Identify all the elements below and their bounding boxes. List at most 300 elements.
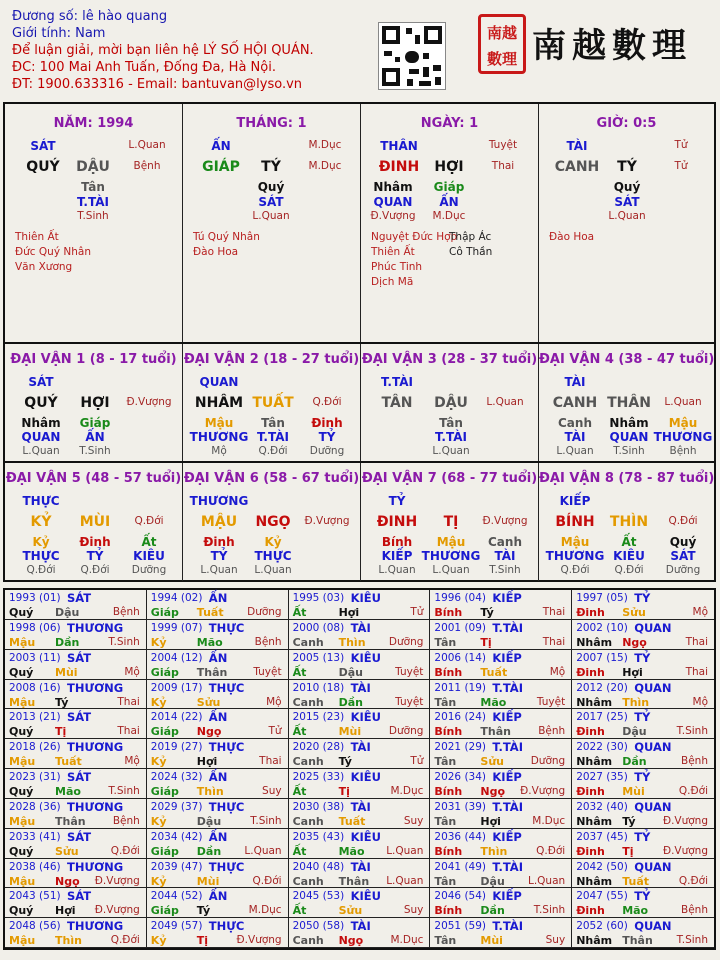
hidden-life-stage: Mộ bbox=[211, 445, 227, 457]
year-stem: Nhâm bbox=[576, 934, 613, 948]
year-label: 2043 (51) bbox=[9, 890, 61, 903]
year-cell bbox=[147, 680, 289, 710]
life-stage: Tử bbox=[410, 755, 424, 768]
life-stage: L.Quan bbox=[386, 874, 424, 887]
life-stage: L.Quan bbox=[386, 844, 424, 857]
year-branch: Tý bbox=[622, 814, 636, 828]
year-cell bbox=[5, 709, 147, 739]
year-label: 2007 (15) bbox=[576, 651, 628, 664]
year-branch: Thân bbox=[480, 725, 511, 739]
star-item: Văn Xương bbox=[15, 261, 73, 273]
pillar-title: NGÀY: 1 bbox=[420, 116, 479, 131]
hidden-life-stage: Dưỡng bbox=[309, 445, 345, 457]
year-branch: Mão bbox=[55, 785, 81, 798]
hidden-god: TÀI bbox=[564, 430, 586, 444]
year-label: 2040 (48) bbox=[292, 860, 345, 873]
year-branch: Dần bbox=[196, 844, 222, 858]
earthly-branch: DẬU bbox=[76, 159, 110, 175]
year-branch: Mùi bbox=[55, 665, 78, 679]
ten-god-label: QUAN bbox=[199, 375, 239, 389]
hidden-life-stage: Dưỡng bbox=[665, 564, 701, 576]
life-stage: Q.Đới bbox=[312, 396, 342, 408]
pillar-3 bbox=[539, 104, 714, 342]
earthly-branch: HỢI bbox=[80, 395, 110, 411]
hidden-life-stage: Q.Đới bbox=[614, 564, 644, 576]
year-stem: Ất bbox=[292, 665, 307, 679]
year-label: 2002 (10) bbox=[576, 621, 628, 634]
year-cell bbox=[430, 620, 572, 650]
life-stage: Tử bbox=[268, 725, 282, 738]
heavenly-stem: CANH bbox=[554, 159, 600, 175]
year-cell bbox=[430, 859, 572, 889]
hidden-god: THƯƠNG bbox=[189, 430, 249, 444]
year-label: 2010 (18) bbox=[292, 681, 345, 694]
ten-god-label: T.TÀI bbox=[492, 680, 523, 695]
life-stage: T.Sinh bbox=[250, 814, 282, 827]
year-label: 2003 (11) bbox=[9, 651, 61, 664]
hidden-god: THƯƠNG bbox=[545, 549, 605, 563]
chart-main bbox=[3, 102, 716, 582]
hidden-stem: Quý bbox=[257, 180, 285, 194]
year-label: 1998 (06) bbox=[9, 621, 61, 634]
dai-van-7 bbox=[361, 463, 539, 581]
star-item: Đức Quý Nhân bbox=[15, 246, 91, 258]
gender-value: Nam bbox=[75, 26, 106, 41]
year-stem: Giáp bbox=[150, 844, 179, 858]
year-branch: Ngọ bbox=[338, 934, 364, 948]
phone-email-line: ĐT: 1900.633316 - Email: bantuvan@lyso.vn bbox=[12, 77, 303, 92]
life-stage: Tử bbox=[410, 606, 424, 618]
year-branch: Mùi bbox=[196, 874, 220, 888]
year-stem: Đinh bbox=[576, 904, 605, 918]
year-label: 2045 (53) bbox=[292, 890, 345, 903]
year-label: 2012 (20) bbox=[576, 681, 628, 694]
year-stem: Mậu bbox=[9, 874, 36, 888]
owner-name: lê hào quang bbox=[82, 9, 168, 24]
ten-god-label: QUAN bbox=[634, 799, 672, 814]
life-stage: Mộ bbox=[549, 665, 566, 678]
earthly-branch: THÂN bbox=[607, 395, 651, 411]
year-branch: Sửu bbox=[338, 904, 363, 918]
life-stage: L.Quan bbox=[486, 396, 524, 408]
hidden-god: T.TÀI bbox=[257, 430, 289, 444]
life-stage: Thai bbox=[117, 695, 140, 708]
year-branch: Hợi bbox=[55, 904, 76, 918]
dai-van-title: ĐẠI VẬN 3 (28 - 37 tuổi) bbox=[361, 352, 538, 367]
year-stem: Kỷ bbox=[150, 874, 167, 888]
ten-god-label: TÀI bbox=[350, 680, 371, 695]
seal-stamp bbox=[478, 14, 526, 74]
year-cell bbox=[147, 918, 289, 948]
ten-god-label: THƯƠNG bbox=[67, 859, 124, 874]
ten-god-label: SÁT bbox=[67, 710, 92, 725]
ten-god-label: THƯƠNG bbox=[67, 620, 124, 635]
year-cell bbox=[5, 799, 147, 829]
year-label: 1995 (03) bbox=[292, 592, 345, 604]
earthly-branch: TÝ bbox=[261, 159, 281, 175]
gender-label: Giới tính: bbox=[12, 26, 71, 41]
year-stem: Đinh bbox=[576, 606, 605, 619]
year-stem: Bính bbox=[434, 606, 463, 619]
earthly-branch: THÌN bbox=[609, 514, 649, 530]
life-stage: T.Sinh bbox=[108, 785, 140, 797]
year-branch: Ngọ bbox=[196, 725, 222, 739]
ten-god-label: KIÊU bbox=[350, 710, 381, 725]
year-cell bbox=[572, 799, 714, 829]
life-stage: Q.Đới bbox=[668, 515, 698, 527]
ten-god-label: T.TÀI bbox=[492, 799, 523, 814]
year-cell bbox=[289, 650, 431, 680]
year-branch: Mão bbox=[196, 635, 223, 649]
year-cell bbox=[5, 620, 147, 650]
ten-god-label: TÀI bbox=[350, 799, 371, 814]
life-stage: Q.Đới bbox=[536, 844, 566, 857]
ten-god-label: THỰC bbox=[208, 680, 245, 695]
life-stage: Suy bbox=[403, 904, 424, 917]
ten-god-label: KIÊU bbox=[350, 829, 381, 844]
header-info bbox=[12, 8, 314, 93]
life-stage: Bệnh bbox=[112, 814, 140, 827]
year-cell bbox=[572, 709, 714, 739]
year-stem: Bính bbox=[434, 725, 463, 739]
year-label: 2036 (44) bbox=[434, 830, 487, 843]
hidden-stem: Canh bbox=[488, 535, 522, 549]
pillar-title: GIỜ: 0:5 bbox=[596, 116, 657, 131]
year-branch: Mùi bbox=[338, 725, 362, 739]
earthly-branch: MÙI bbox=[79, 514, 111, 530]
year-stem: Mậu bbox=[9, 814, 36, 828]
year-label: 1997 (05) bbox=[576, 592, 628, 604]
life-stage: Mộ bbox=[124, 755, 140, 768]
ten-god-label: QUAN bbox=[634, 680, 672, 695]
pillar-title: THÁNG: 1 bbox=[236, 116, 307, 131]
year-cell bbox=[572, 680, 714, 710]
year-cell bbox=[572, 739, 714, 769]
earthly-branch: NGỌ bbox=[255, 514, 291, 530]
year-stem: Canh bbox=[292, 635, 324, 649]
hidden-stem: Giáp bbox=[79, 416, 111, 430]
year-cell bbox=[147, 769, 289, 799]
year-cell bbox=[147, 859, 289, 889]
life-stage: T.Sinh bbox=[108, 635, 140, 648]
life-stage: Bệnh bbox=[681, 755, 708, 768]
year-stem: Ất bbox=[292, 606, 307, 619]
hidden-life-stage: L.Quan bbox=[200, 564, 238, 576]
star-item: Nguyệt Đức Hợp bbox=[371, 231, 458, 243]
year-branch: Hợi bbox=[622, 665, 643, 679]
year-label: 2047 (55) bbox=[576, 890, 628, 903]
year-label: 2000 (08) bbox=[292, 621, 345, 634]
year-branch: Dần bbox=[55, 635, 80, 649]
year-branch: Tý bbox=[338, 755, 352, 769]
hidden-life-stage: T.Sinh bbox=[613, 445, 645, 457]
year-label: 2008 (16) bbox=[9, 681, 61, 694]
address-line: ĐC: 100 Mai Anh Tuấn, Đống Đa, Hà Nội. bbox=[12, 60, 276, 75]
year-cell bbox=[147, 888, 289, 918]
dai-van-8 bbox=[539, 463, 714, 581]
life-stage: Tử bbox=[674, 139, 688, 151]
hidden-stem: Ất bbox=[141, 535, 157, 549]
life-stage: Đ.Vượng bbox=[236, 934, 282, 947]
year-stem: Tân bbox=[434, 695, 457, 709]
year-label: 2005 (13) bbox=[292, 651, 345, 664]
year-cell bbox=[572, 859, 714, 889]
ten-god-label: KIẾP bbox=[492, 591, 522, 605]
year-branch: Dần bbox=[622, 755, 647, 769]
ten-god-label: TỶ bbox=[634, 829, 651, 844]
life-stage: Thai bbox=[259, 755, 282, 768]
life-stage: Tuyệt bbox=[395, 665, 424, 678]
hidden-life-stage: L.Quan bbox=[608, 210, 646, 222]
hidden-god: KIÊU bbox=[133, 549, 165, 563]
year-cell bbox=[572, 590, 714, 620]
life-stage: Thai bbox=[542, 606, 566, 618]
life-stage: Mộ bbox=[692, 606, 708, 618]
year-stem: Quý bbox=[9, 904, 34, 918]
ten-god-label: QUAN bbox=[634, 620, 672, 635]
year-stem: Canh bbox=[292, 695, 324, 709]
year-branch: Dậu bbox=[480, 874, 505, 888]
year-stem: Tân bbox=[434, 635, 457, 649]
life-stage: Đ.Vượng bbox=[662, 814, 708, 827]
auspicious-stars bbox=[371, 230, 457, 290]
heavenly-stem: ĐINH bbox=[376, 514, 418, 530]
life-stage: Suy bbox=[262, 785, 282, 797]
life-stage: Mộ bbox=[692, 695, 708, 708]
year-cell bbox=[147, 829, 289, 859]
dai-van-3 bbox=[361, 344, 539, 461]
year-stem: Canh bbox=[292, 874, 324, 888]
heavenly-stem: NHÂM bbox=[194, 395, 244, 411]
ten-god-label: KIÊU bbox=[350, 889, 381, 904]
year-label: 2048 (56) bbox=[9, 920, 61, 933]
life-stage: Đ.Vượng bbox=[520, 785, 566, 797]
hidden-god: KIÊU bbox=[613, 549, 645, 563]
ten-god-label: TÀI bbox=[350, 919, 371, 934]
hidden-life-stage: Q.Đới bbox=[258, 445, 288, 457]
year-branch: Mùi bbox=[480, 934, 503, 948]
year-label: 2021 (29) bbox=[434, 741, 487, 754]
year-branch: Tuất bbox=[622, 874, 649, 888]
ten-god-label: SÁT bbox=[67, 770, 92, 784]
year-stem: Giáp bbox=[150, 606, 179, 619]
year-branch: Tuất bbox=[55, 755, 82, 769]
year-branch: Dần bbox=[338, 695, 363, 709]
hidden-god: TỶ bbox=[210, 549, 228, 563]
year-label: 2014 (22) bbox=[150, 711, 203, 724]
life-stage: Dưỡng bbox=[530, 755, 566, 768]
ten-god-label: TỶ bbox=[634, 650, 651, 665]
life-stage: Đ.Vượng bbox=[126, 396, 172, 408]
year-label: 2015 (23) bbox=[292, 711, 345, 724]
year-stem: Quý bbox=[9, 785, 34, 798]
ten-god-label: QUAN bbox=[634, 740, 672, 755]
ten-god-label: ẤN bbox=[208, 591, 228, 605]
star-item: Cô Thần bbox=[449, 246, 493, 258]
hidden-god: THƯƠNG bbox=[421, 549, 481, 563]
ten-god-label: T.TÀI bbox=[492, 919, 523, 934]
year-label: 2046 (54) bbox=[434, 890, 487, 903]
year-stem: Tân bbox=[434, 755, 457, 769]
year-cell bbox=[147, 709, 289, 739]
year-stem: Kỷ bbox=[150, 695, 167, 709]
star-item: Thập Ác bbox=[449, 231, 492, 243]
hidden-stem: Ất bbox=[621, 535, 637, 549]
year-label: 2026 (34) bbox=[434, 771, 487, 783]
star-item: Tú Quý Nhân bbox=[193, 231, 260, 243]
hidden-life-stage: L.Quan bbox=[432, 445, 470, 457]
hidden-life-stage: L.Quan bbox=[432, 564, 470, 576]
hidden-stem: Kỷ bbox=[32, 535, 50, 549]
ten-god-label: TỶ bbox=[634, 770, 651, 784]
hidden-stem: Tân bbox=[261, 416, 285, 430]
ten-god-label: TỶ bbox=[634, 889, 651, 904]
ten-god-label: THƯƠNG bbox=[189, 494, 249, 508]
year-stem: Nhâm bbox=[576, 874, 613, 888]
hidden-god: SÁT bbox=[614, 195, 640, 209]
year-stem: Nhâm bbox=[576, 635, 613, 649]
ten-god-label: KIẾP bbox=[492, 650, 522, 665]
life-stage: Đ.Vượng bbox=[94, 874, 140, 887]
year-label: 2023 (31) bbox=[9, 771, 61, 783]
ten-god-label: T.TÀI bbox=[492, 740, 523, 755]
year-label: 2037 (45) bbox=[576, 830, 628, 843]
year-branch: Tị bbox=[196, 934, 209, 948]
hidden-stem: Giáp bbox=[433, 180, 465, 194]
earthly-branch: TÝ bbox=[617, 159, 637, 175]
year-cell bbox=[147, 620, 289, 650]
year-cell bbox=[430, 918, 572, 948]
year-label: 2025 (33) bbox=[292, 771, 345, 783]
branch-life-stage: Bệnh bbox=[133, 160, 161, 172]
year-stem: Canh bbox=[292, 755, 324, 769]
life-stage: Dưỡng bbox=[388, 725, 424, 738]
ten-god-label: THỰC bbox=[208, 919, 245, 934]
year-label: 2035 (43) bbox=[292, 830, 345, 843]
year-label: 2018 (26) bbox=[9, 741, 61, 754]
dai-van-4 bbox=[539, 344, 714, 461]
year-label: 2050 (58) bbox=[292, 920, 345, 933]
dai-van-row bbox=[5, 342, 714, 461]
year-cell bbox=[5, 650, 147, 680]
pillar-2 bbox=[361, 104, 539, 342]
year-branch: Dần bbox=[480, 904, 505, 918]
auspicious-stars bbox=[193, 230, 260, 260]
qr-code-icon bbox=[378, 22, 446, 90]
auspicious-stars bbox=[15, 230, 91, 275]
year-branch: Hợi bbox=[480, 814, 501, 828]
life-stage: M.Dục bbox=[248, 904, 282, 917]
branch-life-stage: M.Dục bbox=[308, 160, 342, 172]
year-stem: Đinh bbox=[576, 725, 605, 739]
life-stage: Bệnh bbox=[112, 606, 140, 618]
hidden-god: TÀI bbox=[494, 549, 516, 563]
life-stage: Tuyệt bbox=[488, 139, 518, 151]
life-stage: Đ.Vượng bbox=[304, 515, 350, 527]
year-cell bbox=[430, 590, 572, 620]
hidden-god: THỰC bbox=[22, 549, 60, 563]
ten-god-label: SÁT bbox=[67, 889, 92, 904]
year-branch: Tý bbox=[480, 606, 494, 619]
ten-god-label: KIÊU bbox=[350, 770, 381, 784]
life-stage: T.Sinh bbox=[533, 904, 566, 917]
pillar-0 bbox=[5, 104, 183, 342]
star-item: Dịch Mã bbox=[371, 276, 414, 288]
year-cell bbox=[572, 769, 714, 799]
year-branch: Sửu bbox=[196, 695, 221, 709]
year-stem: Kỷ bbox=[150, 934, 167, 948]
ten-god-label: SÁT bbox=[67, 829, 92, 844]
ten-god-label: TÀI bbox=[564, 375, 586, 389]
year-branch: Mão bbox=[622, 904, 649, 918]
year-stem: Mậu bbox=[9, 695, 36, 709]
year-label: 2039 (47) bbox=[150, 860, 203, 873]
hidden-god: THỰC bbox=[254, 549, 292, 563]
year-label: 1996 (04) bbox=[434, 592, 487, 604]
year-branch: Ngọ bbox=[480, 785, 506, 798]
ten-god-label: QUAN bbox=[634, 919, 672, 934]
ten-god-label: ẤN bbox=[208, 710, 228, 725]
year-cell bbox=[5, 829, 147, 859]
year-branch: Mùi bbox=[622, 785, 645, 798]
year-cell bbox=[5, 739, 147, 769]
year-cell bbox=[572, 650, 714, 680]
hidden-god: SÁT bbox=[670, 549, 696, 563]
year-branch: Thìn bbox=[55, 934, 82, 948]
life-stage: Q.Đới bbox=[678, 874, 708, 887]
dai-van-title: ĐẠI VẬN 1 (8 - 17 tuổi) bbox=[10, 352, 177, 367]
year-label: 2030 (38) bbox=[292, 800, 345, 813]
year-stem: Tân bbox=[434, 934, 457, 948]
year-cell bbox=[289, 799, 431, 829]
dai-van-title: ĐẠI VẬN 6 (58 - 67 tuổi) bbox=[183, 471, 360, 486]
year-branch: Thân bbox=[55, 814, 86, 828]
hidden-god: T.TÀI bbox=[435, 430, 467, 444]
year-label: 2022 (30) bbox=[576, 741, 628, 754]
dai-van-6 bbox=[183, 463, 361, 581]
hidden-god: QUAN bbox=[373, 195, 413, 209]
heavenly-stem: MẬU bbox=[200, 514, 238, 530]
life-stage: M.Dục bbox=[390, 934, 424, 947]
hidden-life-stage: T.Sinh bbox=[77, 210, 109, 222]
year-branch: Sửu bbox=[480, 755, 504, 769]
year-branch: Thân bbox=[338, 874, 370, 888]
year-branch: Tý bbox=[196, 904, 211, 918]
heavenly-stem: GIÁP bbox=[202, 159, 240, 175]
year-branch: Tuất bbox=[338, 814, 366, 828]
life-stage: Q.Đới bbox=[134, 515, 164, 527]
year-cell bbox=[289, 590, 431, 620]
life-stage: Thai bbox=[542, 635, 566, 648]
hidden-life-stage: Dưỡng bbox=[131, 564, 167, 576]
year-branch: Tuất bbox=[196, 606, 224, 619]
hidden-stem: Mậu bbox=[204, 416, 234, 430]
year-label: 2013 (21) bbox=[9, 711, 61, 724]
year-cell bbox=[572, 620, 714, 650]
branch-life-stage: Thai bbox=[491, 160, 515, 172]
star-item: Đào Hoa bbox=[193, 246, 239, 258]
year-stem: Đinh bbox=[576, 665, 605, 679]
year-cell bbox=[289, 739, 431, 769]
hidden-life-stage: M.Dục bbox=[432, 210, 466, 222]
ten-god-label: SÁT bbox=[67, 650, 92, 665]
contact-line: Để luận giải, mời bạn liên hệ LÝ SỐ HỘI QUÁN. bbox=[12, 43, 314, 58]
year-cell bbox=[5, 680, 147, 710]
hidden-life-stage: T.Sinh bbox=[79, 445, 111, 457]
hidden-life-stage: Q.Đới bbox=[80, 564, 110, 576]
hidden-stem: Tân bbox=[81, 180, 105, 194]
ten-god-label: THỰC bbox=[208, 740, 245, 755]
